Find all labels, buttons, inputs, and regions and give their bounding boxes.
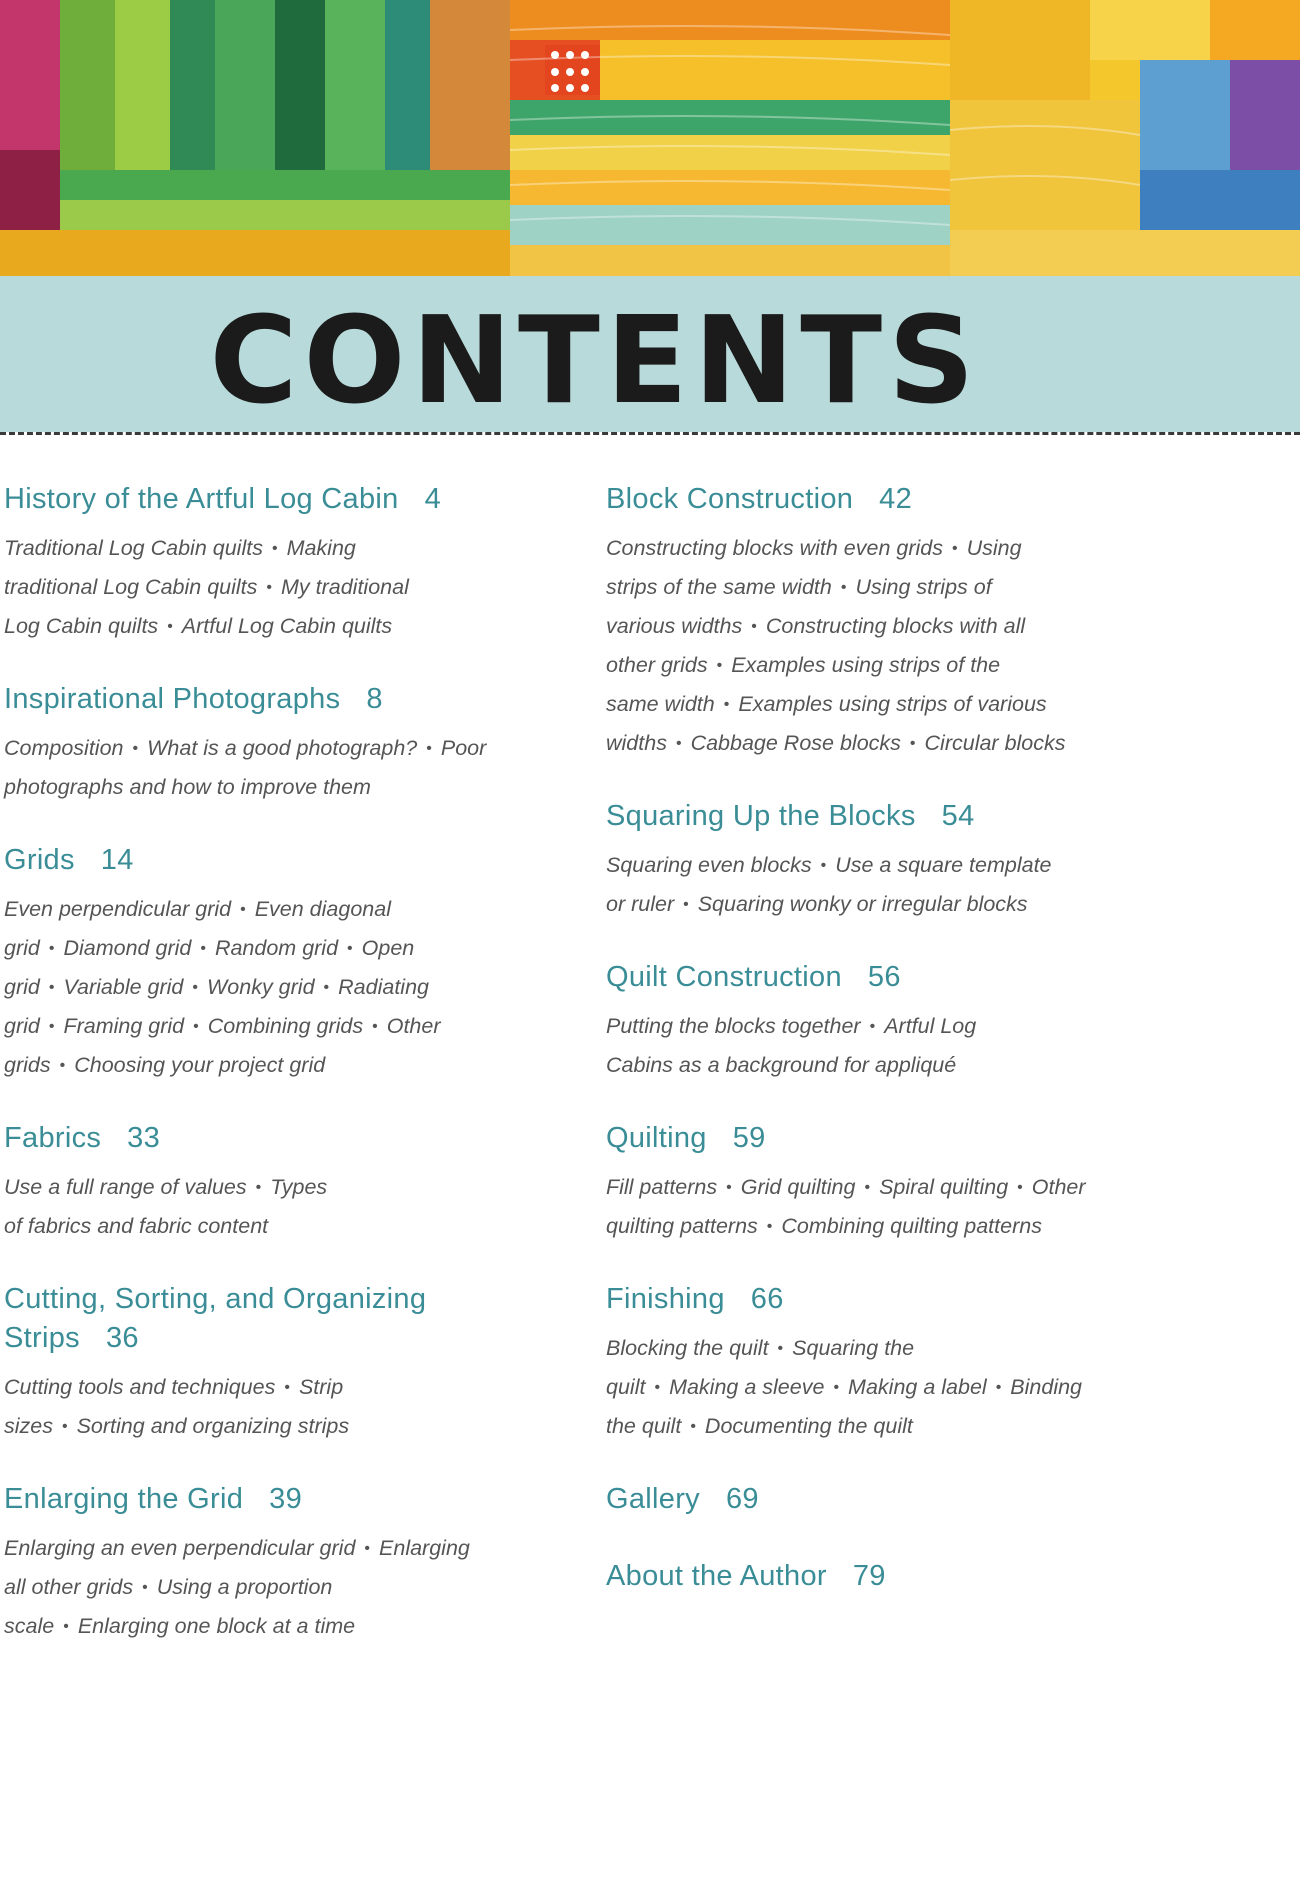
bullet-separator: •	[1017, 1179, 1023, 1196]
bullet-separator: •	[193, 1018, 199, 1035]
desc-item: Blocking the quilt	[606, 1336, 769, 1360]
dashed-divider	[0, 432, 1300, 435]
entry-title-text: Finishing	[606, 1283, 725, 1315]
desc-item: Use a square template	[835, 853, 1052, 877]
desc-item: Using strips of	[855, 575, 992, 599]
desc-item: widths	[606, 731, 667, 755]
page-title: CONTENTS	[209, 292, 981, 431]
desc-item: Squaring even blocks	[606, 853, 812, 877]
bullet-separator: •	[323, 979, 330, 996]
bullet-separator: •	[200, 940, 206, 957]
bullet-separator: •	[240, 901, 246, 918]
entry-description	[4, 529, 564, 646]
entry-title	[4, 480, 564, 519]
desc-item: the quilt	[606, 1414, 682, 1438]
entry-title-text: Fabrics	[4, 1122, 102, 1154]
entry-title-text: Cutting, Sorting, and Organizing	[4, 1283, 427, 1315]
desc-item: Constructing blocks with all	[765, 614, 1026, 638]
desc-item: Cabbage Rose blocks	[690, 731, 901, 755]
entry-page-number: 36	[105, 1322, 139, 1354]
desc-item: Wonky grid	[207, 975, 315, 999]
toc-entry-fabrics[interactable]	[4, 1119, 564, 1246]
desc-item: Binding	[1010, 1375, 1083, 1399]
bullet-separator: •	[840, 579, 847, 596]
bullet-separator: •	[255, 1179, 262, 1196]
toc-entry-block-construction[interactable]	[606, 480, 1206, 763]
desc-item: Enlarging one block at a time	[77, 1614, 356, 1638]
entry-title	[4, 841, 564, 880]
entry-page-number: 66	[750, 1283, 784, 1315]
entry-page-number: 54	[941, 800, 975, 832]
desc-item: Open	[361, 936, 415, 960]
entry-page-number: 69	[725, 1483, 759, 1515]
entry-title-text: Strips	[4, 1322, 80, 1354]
desc-item: Even perpendicular grid	[4, 897, 232, 921]
desc-item: photographs and how to improve them	[4, 775, 371, 799]
desc-item: Grid quilting	[740, 1175, 856, 1199]
toc-entry-enlarging-grid[interactable]	[4, 1480, 564, 1646]
entry-page-number: 33	[127, 1122, 161, 1154]
toc-left-column	[4, 480, 564, 1646]
desc-item: Random grid	[214, 936, 339, 960]
title-band	[0, 276, 1300, 432]
desc-item: of fabrics and fabric content	[4, 1214, 269, 1238]
entry-title-text: Quilt Construction	[606, 961, 842, 993]
bullet-separator: •	[364, 1540, 371, 1557]
bullet-separator: •	[909, 735, 916, 752]
desc-item: Types	[270, 1175, 328, 1199]
desc-item: Sorting and organizing strips	[76, 1414, 350, 1438]
bullet-separator: •	[48, 940, 55, 957]
desc-item: Combining quilting patterns	[781, 1214, 1042, 1238]
bullet-separator: •	[48, 979, 55, 996]
toc-entry-about-author[interactable]	[606, 1557, 1206, 1596]
toc-entry-quilt-construction[interactable]	[606, 958, 1206, 1085]
bullet-separator: •	[372, 1018, 378, 1035]
entry-description	[4, 1368, 564, 1446]
bullet-separator: •	[132, 740, 139, 757]
bullet-separator: •	[48, 1018, 55, 1035]
entry-title-text: Enlarging the Grid	[4, 1483, 244, 1515]
desc-item: traditional Log Cabin quilts	[4, 575, 258, 599]
desc-item: Combining grids	[207, 1014, 364, 1038]
entry-title	[606, 797, 1206, 836]
entry-description	[606, 1007, 1206, 1085]
entry-description	[606, 846, 1206, 924]
bullet-separator: •	[654, 1379, 661, 1396]
bullet-separator: •	[777, 1340, 784, 1357]
desc-item: My traditional	[281, 575, 409, 599]
toc-entry-cutting-sorting[interactable]	[4, 1280, 564, 1446]
desc-item: What is a good photograph?	[147, 736, 418, 760]
desc-item: Diamond grid	[63, 936, 192, 960]
entry-description	[606, 1329, 1206, 1446]
bullet-separator: •	[142, 1579, 148, 1596]
entry-title	[4, 680, 564, 719]
toc-entry-inspirational-photographs[interactable]	[4, 680, 564, 807]
desc-item: Choosing your project grid	[74, 1053, 326, 1077]
bullet-separator: •	[59, 1057, 66, 1074]
entry-page-number: 14	[100, 844, 134, 876]
bullet-separator: •	[751, 618, 757, 635]
entry-page-number: 79	[852, 1560, 886, 1592]
entry-title	[606, 1557, 1206, 1596]
desc-item: Examples using strips of the	[731, 653, 1001, 677]
bullet-separator: •	[716, 657, 723, 674]
entry-page-number: 4	[424, 483, 441, 515]
desc-item: Log Cabin quilts	[4, 614, 159, 638]
bullet-separator: •	[61, 1418, 68, 1435]
entry-page-number: 42	[879, 483, 913, 515]
bullet-separator: •	[726, 1179, 732, 1196]
entry-description	[4, 729, 564, 807]
bullet-separator: •	[683, 896, 689, 913]
desc-item: Other	[1031, 1175, 1086, 1199]
entry-title	[606, 1480, 1206, 1519]
entry-title-text: History of the Artful Log Cabin	[4, 483, 399, 515]
desc-item: Fill patterns	[606, 1175, 718, 1199]
bullet-separator: •	[723, 696, 730, 713]
desc-item: grids	[4, 1053, 51, 1077]
entry-description	[4, 1529, 564, 1646]
desc-item: Spiral quilting	[879, 1175, 1009, 1199]
desc-item: Putting the blocks together	[606, 1014, 861, 1038]
entry-title	[606, 1280, 1206, 1319]
desc-item: Using	[966, 536, 1022, 560]
desc-item: Artful Log	[884, 1014, 977, 1038]
entry-title	[4, 1480, 564, 1519]
desc-item: sizes	[4, 1414, 53, 1438]
desc-item: Variable grid	[63, 975, 184, 999]
entry-description	[4, 890, 564, 1085]
entry-title	[4, 1280, 564, 1358]
desc-item: grid	[4, 1014, 40, 1038]
desc-item: Making a sleeve	[669, 1375, 825, 1399]
desc-item: Other	[386, 1014, 441, 1038]
entry-title-text: Inspirational Photographs	[4, 683, 341, 715]
desc-item: Traditional Log Cabin quilts	[4, 536, 263, 560]
quilt-photo	[0, 0, 1300, 276]
desc-item: Use a full range of values	[4, 1175, 247, 1199]
entry-page-number: 59	[732, 1122, 766, 1154]
bullet-separator: •	[952, 540, 958, 557]
desc-item: Framing grid	[63, 1014, 185, 1038]
toc-entry-squaring-up[interactable]	[606, 797, 1206, 924]
desc-item: Enlarging	[379, 1536, 470, 1560]
bullet-separator: •	[426, 740, 432, 757]
desc-item: Artful Log Cabin quilts	[181, 614, 393, 638]
toc-entry-history[interactable]	[4, 480, 564, 646]
desc-item: scale	[4, 1614, 55, 1638]
bullet-separator: •	[167, 618, 173, 635]
desc-item: all other grids	[4, 1575, 134, 1599]
desc-item: Enlarging an even perpendicular grid	[4, 1536, 356, 1560]
bullet-separator: •	[347, 940, 353, 957]
desc-item: various widths	[606, 614, 743, 638]
bullet-separator: •	[63, 1618, 69, 1635]
desc-item: Cutting tools and techniques	[4, 1375, 276, 1399]
entry-title	[4, 1119, 564, 1158]
bullet-separator: •	[869, 1018, 876, 1035]
toc-entry-finishing[interactable]	[606, 1280, 1206, 1446]
desc-item: other grids	[606, 653, 708, 677]
bullet-separator: •	[833, 1379, 840, 1396]
entry-description	[4, 1168, 564, 1246]
desc-item: grid	[4, 936, 40, 960]
entry-title-text: Quilting	[606, 1122, 707, 1154]
entry-page-number: 56	[867, 961, 901, 993]
entry-description	[606, 529, 1206, 763]
desc-item: quilt	[606, 1375, 646, 1399]
bullet-separator: •	[675, 735, 682, 752]
bullet-separator: •	[192, 979, 198, 996]
desc-item: Examples using strips of various	[738, 692, 1047, 716]
bullet-separator: •	[820, 857, 827, 874]
bullet-separator: •	[690, 1418, 696, 1435]
bullet-separator: •	[766, 1218, 773, 1235]
desc-item: Cabins as a background for appliqué	[606, 1053, 957, 1077]
desc-item: or ruler	[606, 892, 675, 916]
desc-item: Constructing blocks with even grids	[606, 536, 943, 560]
entry-title-text: Gallery	[606, 1483, 700, 1515]
quilt-photo-banner	[0, 0, 1300, 276]
desc-item: Making a label	[848, 1375, 987, 1399]
desc-item: Squaring the	[792, 1336, 915, 1360]
bullet-separator: •	[284, 1379, 290, 1396]
entry-title-text: About the Author	[606, 1560, 827, 1592]
bullet-separator: •	[864, 1179, 871, 1196]
entry-description	[606, 1168, 1206, 1246]
entry-page-number: 39	[269, 1483, 303, 1515]
desc-item: strips of the same width	[606, 575, 832, 599]
desc-item: Documenting the quilt	[704, 1414, 913, 1438]
desc-item: Strip	[298, 1375, 344, 1399]
toc-entry-gallery[interactable]	[606, 1480, 1206, 1519]
toc-entry-quilting[interactable]	[606, 1119, 1206, 1246]
bullet-separator: •	[995, 1379, 1002, 1396]
desc-item: Radiating	[338, 975, 429, 999]
entry-title	[606, 480, 1206, 519]
desc-item: grid	[4, 975, 40, 999]
desc-item: same width	[606, 692, 715, 716]
entry-page-number: 8	[366, 683, 383, 715]
desc-item: Making	[286, 536, 356, 560]
desc-item: Composition	[4, 736, 124, 760]
desc-item: quilting patterns	[606, 1214, 758, 1238]
desc-item: Using a proportion	[156, 1575, 333, 1599]
toc-right-column	[606, 480, 1206, 1596]
bullet-separator: •	[271, 540, 278, 557]
desc-item: Squaring wonky or irregular blocks	[697, 892, 1028, 916]
desc-item: Even diagonal	[254, 897, 391, 921]
desc-item: Poor	[440, 736, 487, 760]
entry-title-text: Grids	[4, 844, 75, 876]
entry-title-text: Squaring Up the Blocks	[606, 800, 916, 832]
toc-entry-grids[interactable]	[4, 841, 564, 1085]
entry-title	[606, 1119, 1206, 1158]
entry-title	[606, 958, 1206, 997]
entry-title-text: Block Construction	[606, 483, 854, 515]
bullet-separator: •	[266, 579, 272, 596]
desc-item: Circular blocks	[924, 731, 1066, 755]
